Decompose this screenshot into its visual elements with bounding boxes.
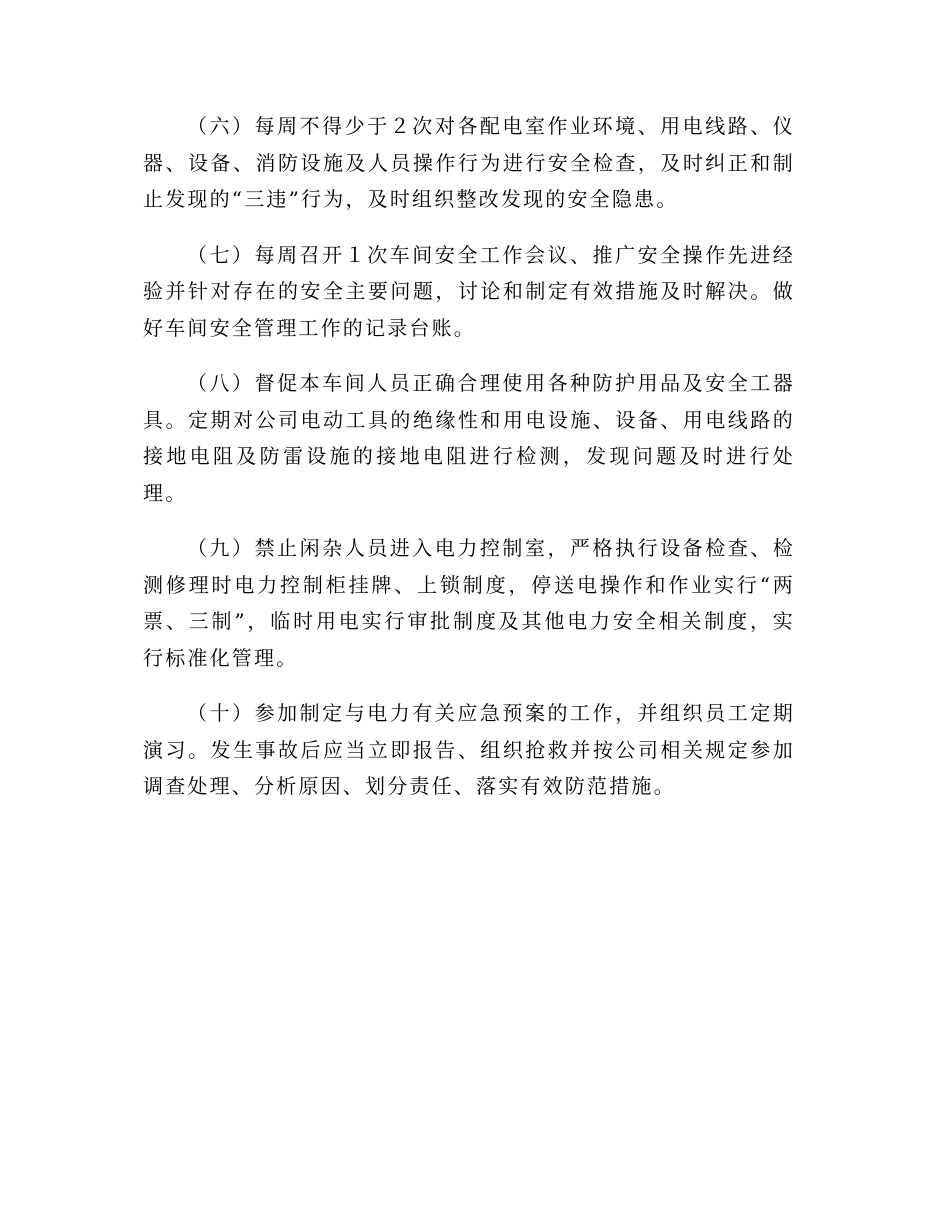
paragraph-9: （九）禁止闲杂人员进入电力控制室，严格执行设备检查、检测修理时电力控制柜挂牌、上锁制度，停送电操作和作业实行“两票、三制”，临时用电实行审批制度及其他电力安全相关制度，实行标准化管理。 xyxy=(143,536,795,670)
paragraph-8: （八）督促本车间人员正确合理使用各种防护用品及安全工器具。定期对公司电动工具的绝缘性和用电设施、设备、用电线路的接地电阻及防雷设施的接地电阻进行检测，发现问题及时进行处理。 xyxy=(143,371,795,505)
paragraph-10: （十）参加制定与电力有关应急预案的工作，并组织员工定期演习。发生事故后应当立即报告、组织抢救并按公司相关规定参加调查处理、分析原因、划分责任、落实有效防范措施。 xyxy=(143,701,795,798)
paragraph-7: （七）每周召开１次车间安全工作会议、推广安全操作先进经验并针对存在的安全主要问题，讨论和制定有效措施及时解决。做好车间安全管理工作的记录台账。 xyxy=(143,242,795,340)
paragraph-6: （六）每周不得少于２次对各配电室作业环境、用电线路、仪器、设备、消防设施及人员操作行为进行安全检查，及时纠正和制止发现的“三违”行为，及时组织整改发现的安全隐患。 xyxy=(143,114,795,211)
document-body xyxy=(143,108,795,824)
